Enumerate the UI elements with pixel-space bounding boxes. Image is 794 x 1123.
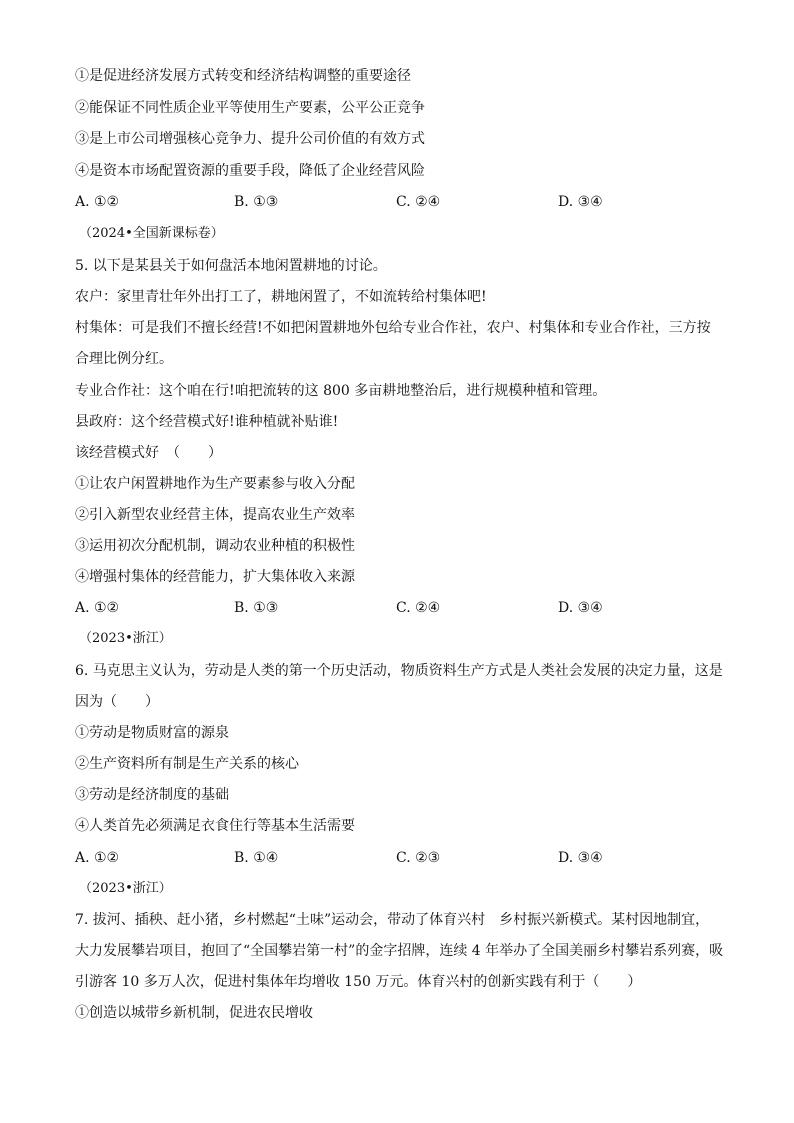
q4-option-c: C. ②④ [396, 194, 441, 210]
q6-statement-1: ①劳动是物质财富的源泉 [75, 725, 229, 741]
q6-stem-line-2: 因为（ ） [75, 694, 159, 710]
q5-statement-2: ②引入新型农业经营主体，提高农业生产效率 [75, 507, 355, 523]
q4-option-b: B. ①③ [234, 194, 279, 210]
q4-statement-4: ④是资本市场配置资源的重要手段，降低了企业经营风险 [75, 163, 425, 179]
q5-dialogue-5: 县政府：这个经营模式好!谁种植就补贴谁! [75, 414, 339, 430]
q7-stem-line-1: 7. 拔河、插秧、赶小猪，乡村燃起“土味”运动会，带动了体育兴村 乡村振兴新模式。某村因地制宜， [75, 912, 710, 928]
q5-dialogue-1: 农户：家里青壮年外出打工了，耕地闲置了，不如流转给村集体吧! [75, 289, 487, 305]
q5-source: （2024•全国新课标卷） [79, 226, 224, 241]
q4-statement-1: ①是促进经济发展方式转变和经济结构调整的重要途径 [75, 68, 411, 84]
q4-statement-2: ②能保证不同性质企业平等使用生产要素，公平公正竞争 [75, 100, 425, 116]
q4-option-d: D. ③④ [558, 194, 603, 210]
q5-statement-3: ③运用初次分配机制，调动农业种植的积极性 [75, 538, 355, 554]
q5-dialogue-3: 合理比例分红。 [75, 351, 173, 367]
q6-stem-line-1: 6. 马克思主义认为，劳动是人类的第一个历史活动，物质资料生产方式是人类社会发展的决定力量，这是 [75, 663, 723, 679]
q5-option-a: A. ①② [75, 600, 120, 616]
q6-option-b: B. ①④ [234, 850, 279, 866]
q6-statement-3: ③劳动是经济制度的基础 [75, 787, 229, 803]
q6-statement-2: ②生产资料所有制是生产关系的核心 [75, 756, 299, 772]
q6-option-a: A. ①② [75, 850, 120, 866]
q4-statement-3: ③是上市公司增强核心竞争力、提升公司价值的有效方式 [75, 131, 425, 147]
q5-prompt: 该经营模式好 （ ） [75, 445, 222, 461]
q5-option-b: B. ①③ [234, 600, 279, 616]
q6-option-c: C. ②③ [396, 850, 441, 866]
q5-statement-4: ④增强村集体的经营能力，扩大集体收入来源 [75, 569, 355, 585]
q7-stem-line-3: 引游客 10 多万人次，促进村集体年均增收 150 万元。体育兴村的创新实践有利于（ ） [75, 974, 642, 990]
q5-option-d: D. ③④ [558, 600, 603, 616]
q4-option-a: A. ①② [75, 194, 120, 210]
q5-stem: 5. 以下是某县关于如何盘活本地闲置耕地的讨论。 [75, 258, 387, 274]
q6-source: （2023•浙江） [79, 631, 172, 646]
q6-option-d: D. ③④ [558, 850, 603, 866]
q5-statement-1: ①让农户闲置耕地作为生产要素参与收入分配 [75, 476, 355, 492]
q5-dialogue-4: 专业合作社：这个咱在行!咱把流转的这 800 多亩耕地整治后，进行规模种植和管理。 [75, 383, 607, 399]
q5-dialogue-2: 村集体：可是我们不擅长经营!不如把闲置耕地外包给专业合作社，农户、村集体和专业合作社，三方按 [75, 320, 711, 336]
q5-option-c: C. ②④ [396, 600, 441, 616]
q7-stem-line-2: 大力发展攀岩项目，抱回了“全国攀岩第一村”的金字招牌，连续 4 年举办了全国美丽乡村攀岩系列赛，吸 [75, 943, 724, 959]
q7-source: （2023•浙江） [79, 881, 172, 896]
q6-statement-4: ④人类首先必须满足衣食住行等基本生活需要 [75, 818, 355, 834]
q7-statement-1: ①创造以城带乡新机制，促进农民增收 [75, 1005, 313, 1021]
